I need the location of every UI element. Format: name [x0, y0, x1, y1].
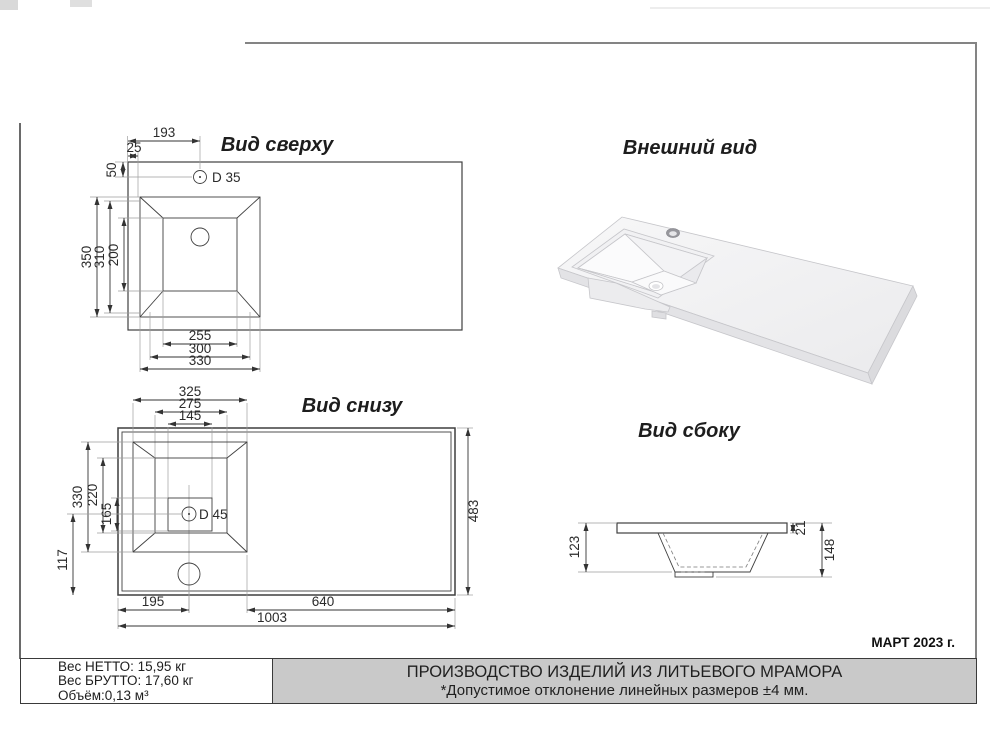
dim-faucet-from-left: 193	[152, 125, 176, 140]
dim-slab-thickness: 21	[793, 520, 808, 536]
date-label: МАРТ 2023 г.	[871, 635, 955, 650]
dim-drain-to-edge: 117	[55, 549, 70, 571]
external-view-title: Внешний вид	[622, 137, 758, 159]
production-banner	[273, 659, 976, 703]
bottom-view-counter-outline	[118, 428, 455, 595]
top-view-counter-outline	[128, 162, 462, 330]
external-view-drawing	[540, 130, 980, 390]
production-banner-line1: ПРОИЗВОДСТВО ИЗДЕЛИЙ ИЗ ЛИТЬЕВОГО МРАМОРА	[406, 662, 843, 681]
dim-bowl-rim-width: 300	[188, 341, 212, 356]
gross-weight: Вес БРУТТО: 17,60 кг	[58, 673, 194, 689]
dim-bowl-outer-width-b: 325	[178, 385, 202, 399]
frame-top-line	[245, 42, 977, 44]
title-block	[20, 658, 977, 704]
production-banner-line2: *Допустимое отклонение линейных размеров ±4 мм.	[440, 681, 809, 699]
scan-artifact	[650, 7, 990, 9]
dim-faucet-from-edge: 50	[104, 162, 119, 178]
dim-plateau-width: 145	[178, 408, 202, 423]
sink-3d-render	[558, 217, 917, 384]
dim-bowl-outer-width: 330	[188, 353, 212, 368]
dim-total-depth: 483	[466, 499, 481, 523]
side-view-drawing	[550, 415, 870, 595]
dim-total-height: 148	[822, 538, 837, 562]
top-view-faucet-hole	[194, 171, 207, 184]
drain-hole-label: D 45	[199, 507, 228, 522]
dim-bowl-depth: 123	[567, 535, 582, 559]
dim-bowl-rim-depth: 310	[92, 245, 107, 269]
bottom-view-drawing	[20, 385, 490, 640]
dim-faucet-from-left-b: 195	[141, 594, 165, 609]
top-view-title: Вид сверху	[220, 134, 334, 156]
dim-right-section-length: 640	[311, 594, 335, 609]
dim-plateau-depth: 165	[99, 502, 114, 526]
dim-bowl-edge-offset: 25	[126, 140, 142, 155]
dim-bowl-rim-depth-b: 220	[85, 483, 100, 507]
dim-total-length: 1003	[256, 610, 288, 625]
dim-bowl-inner-width: 255	[188, 328, 212, 343]
faucet-hole-label: D 35	[212, 170, 241, 185]
bottom-view-title: Вид снизу	[301, 395, 403, 417]
dim-bowl-inner-depth: 200	[106, 243, 121, 267]
scan-artifact	[70, 0, 92, 7]
dim-bowl-outer-depth: 350	[79, 245, 94, 269]
side-view-profile	[617, 523, 787, 577]
top-view-drawing	[20, 120, 470, 380]
top-view-bowl	[140, 197, 260, 317]
weight-specs-block	[21, 659, 273, 703]
dim-bowl-outer-depth-b: 330	[70, 485, 85, 509]
bottom-view-bowl	[133, 442, 247, 552]
side-view-title: Вид сбоку	[638, 420, 740, 442]
scan-artifact	[0, 0, 18, 10]
dim-bowl-rim-width-b: 275	[178, 396, 202, 411]
volume: Объём:0,13 м³	[58, 687, 149, 703]
net-weight: Вес НЕТТО: 15,95 кг	[58, 659, 187, 674]
